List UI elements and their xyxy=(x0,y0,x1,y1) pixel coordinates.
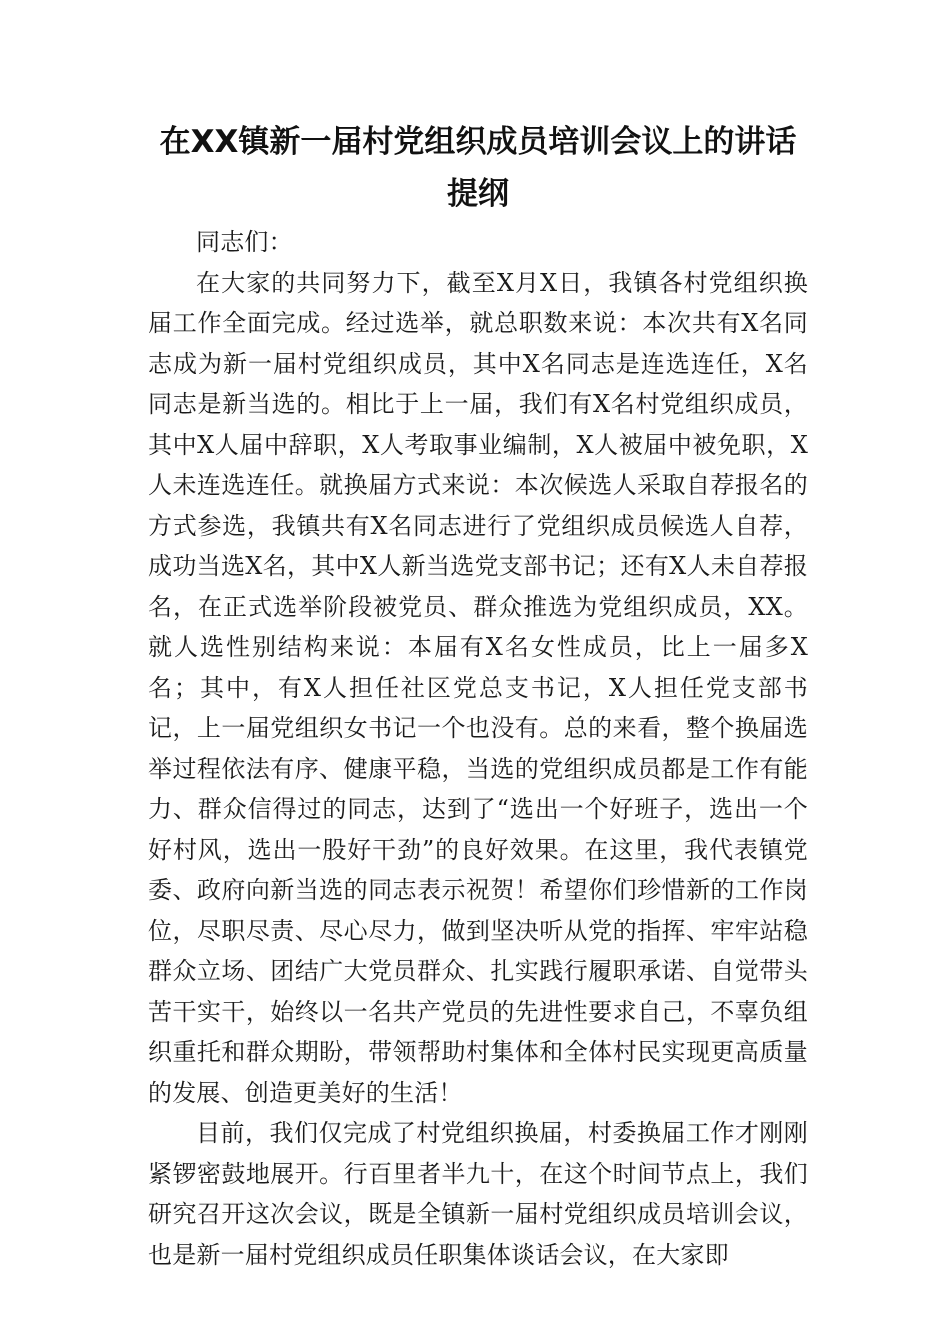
paragraph-2: 目前，我们仅完成了村党组织换届，村委换届工作才刚刚紧锣密鼓地展开。行百里者半九十，在这个时间节点上，我们研究召开这次会议，既是全镇新一届村党组织成员培训会议，也是新一届村党组织成员任职集体谈话会议，在大家即 xyxy=(148,1119,808,1269)
document-page xyxy=(148,116,808,1275)
document-title: 在XX镇新一届村党组织成员培训会议上的讲话提纲 xyxy=(159,124,797,212)
salutation: 同志们： xyxy=(196,228,293,256)
paragraph-1: 在大家的共同努力下，截至X月X日，我镇各村党组织换届工作全面完成。经过选举，就总职数来说：本次共有X名同志成为新一届村党组织成员，其中X名同志是连选连任，X名同志是新当选的。相比于上一届，我们有X名村党组织成员，其中X人届中辞职，X人考取事业编制，X人被届中被免职，X人未连选连任。就换届方式来说：本次候选人采取自荐报名的方式参选，我镇共有X名同志进行了党组织成员候选人自荐，成功当选X名，其中X人新当选党支部书记；还有X人未自荐报名，在正式选举阶段被党员、群众推选为党组织成员，XX。就人选性别结构来说：本届有X名女性成员，比上一届多X名；其中，有X人担任社区党总支书记，X人担任党支部书记，上一届党组织女书记一个也没有。总的来看，整个换届选举过程依法有序、健康平稳，当选的党组织成员都是工作有能力、群众信得过的同志，达到了“选出一个好班子，选出一个好村风，选出一股好干劲”的良好效果。在这里，我代表镇党委、政府向新当选的同志表示祝贺！希望你们珍惜新的工作岗位，尽职尽责、尽心尽力，做到坚决听从党的指挥、牢牢站稳群众立场、团结广大党员群众、扎实践行履职承诺、自觉带头苦干实干，始终以一名共产党员的先进性要求自己，不辜负组织重托和群众期盼，带领帮助村集体和全体村民实现更高质量的发展、创造更美好的生活！ xyxy=(148,268,808,1107)
